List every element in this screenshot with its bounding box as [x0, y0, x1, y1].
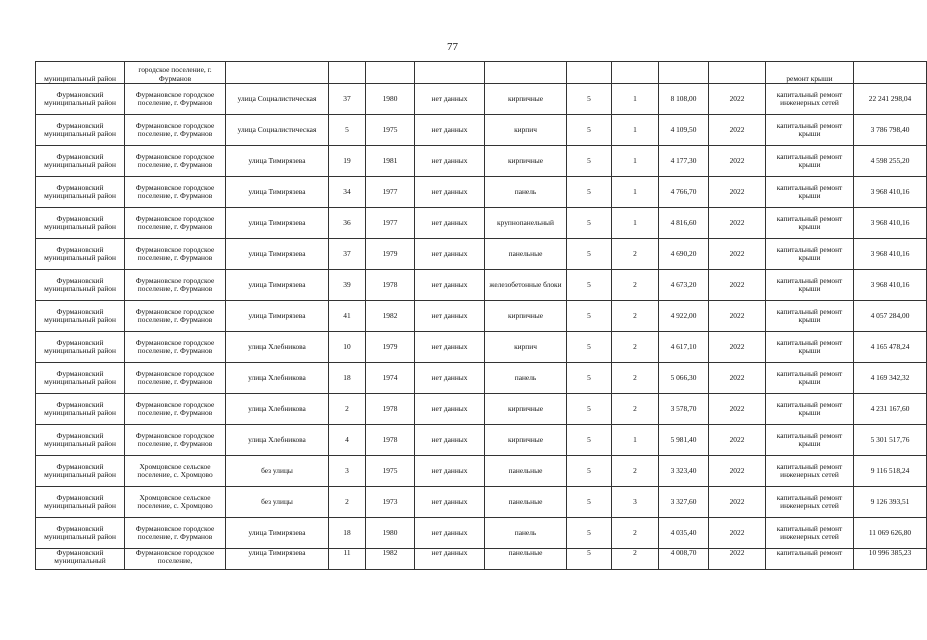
cell-district: Фурмановский муниципальный район	[36, 239, 125, 270]
cell-updated: нет данных	[415, 146, 485, 177]
cell-district: Фурмановский муниципальный район	[36, 146, 125, 177]
cell-floors: 5	[567, 270, 612, 301]
cell-settlement: Фурмановское городское поселение, г. Фурманов	[125, 270, 226, 301]
cell-area: 4 673,20	[659, 270, 709, 301]
cell-floors: 5	[567, 394, 612, 425]
cell-year: 1978	[366, 394, 415, 425]
table-row	[36, 177, 927, 208]
cell-wall: панель	[485, 363, 567, 394]
cell-cost: 3 968 410,16	[854, 208, 927, 239]
cell-area: 4 008,70	[659, 549, 709, 570]
table-row	[36, 239, 927, 270]
cell-cost: 4 598 255,20	[854, 146, 927, 177]
cell-area: 4 109,50	[659, 115, 709, 146]
cell-updated: нет данных	[415, 394, 485, 425]
cell-wall: кирпичные	[485, 84, 567, 115]
cell-year: 1981	[366, 146, 415, 177]
cell-area: 5 066,30	[659, 363, 709, 394]
cell-entrances: 1	[612, 84, 659, 115]
cell-area	[659, 62, 709, 84]
cell-floors: 5	[567, 487, 612, 518]
cell-updated: нет данных	[415, 208, 485, 239]
cell-area: 3 578,70	[659, 394, 709, 425]
cell-work: капитальный ремонт инженерных сетей	[766, 518, 854, 549]
cell-settlement: Фурмановское городское поселение,	[125, 549, 226, 570]
cell-year: 1973	[366, 487, 415, 518]
table-row	[36, 425, 927, 456]
cell-floors: 5	[567, 208, 612, 239]
cell-house: 10	[329, 332, 366, 363]
cell-work: капитальный ремонт крыши	[766, 332, 854, 363]
cell-house: 2	[329, 394, 366, 425]
cell-year	[366, 62, 415, 84]
table-row	[36, 487, 927, 518]
cell-cost: 3 968 410,16	[854, 177, 927, 208]
cell-entrances: 1	[612, 425, 659, 456]
cell-updated: нет данных	[415, 270, 485, 301]
cell-area: 3 327,60	[659, 487, 709, 518]
cell-work: капитальный ремонт крыши	[766, 394, 854, 425]
cell-house: 34	[329, 177, 366, 208]
cell-entrances: 1	[612, 115, 659, 146]
cell-area: 5 981,40	[659, 425, 709, 456]
cell-settlement: Фурмановское городское поселение, г. Фурманов	[125, 332, 226, 363]
table-row	[36, 146, 927, 177]
cell-plan-year: 2022	[709, 332, 766, 363]
cell-updated: нет данных	[415, 363, 485, 394]
cell-area: 4 766,70	[659, 177, 709, 208]
cell-entrances: 2	[612, 363, 659, 394]
cell-wall: панель	[485, 518, 567, 549]
cell-cost: 9 126 393,51	[854, 487, 927, 518]
cell-work: капитальный ремонт инженерных сетей	[766, 487, 854, 518]
cell-district: Фурмановский муниципальный район	[36, 332, 125, 363]
cell-plan-year: 2022	[709, 208, 766, 239]
cell-plan-year: 2022	[709, 84, 766, 115]
cell-year: 1979	[366, 332, 415, 363]
cell-district: Фурмановский муниципальный район	[36, 456, 125, 487]
cell-entrances: 2	[612, 518, 659, 549]
cell-settlement: Фурмановское городское поселение, г. Фурманов	[125, 115, 226, 146]
cell-street: улица Социалистическая	[226, 84, 329, 115]
cell-settlement: Фурмановское городское поселение, г. Фурманов	[125, 518, 226, 549]
cell-area: 3 323,40	[659, 456, 709, 487]
cell-street: улица Тимирязева	[226, 549, 329, 570]
cell-year: 1974	[366, 363, 415, 394]
cell-entrances: 2	[612, 332, 659, 363]
cell-year: 1975	[366, 456, 415, 487]
cell-cost: 4 057 284,00	[854, 301, 927, 332]
cell-plan-year: 2022	[709, 115, 766, 146]
cell-cost: 9 116 518,24	[854, 456, 927, 487]
cell-house: 41	[329, 301, 366, 332]
cell-updated: нет данных	[415, 549, 485, 570]
cell-wall: кирпичные	[485, 301, 567, 332]
cell-entrances: 1	[612, 146, 659, 177]
cell-district: Фурмановский муниципальный район	[36, 425, 125, 456]
table-row	[36, 332, 927, 363]
cell-work: капитальный ремонт инженерных сетей	[766, 456, 854, 487]
cell-wall: кирпич	[485, 115, 567, 146]
cell-cost: 4 231 167,60	[854, 394, 927, 425]
cell-settlement: Хромцовское сельское поселение, с. Хромцово	[125, 456, 226, 487]
cell-updated: нет данных	[415, 425, 485, 456]
cell-plan-year: 2022	[709, 363, 766, 394]
cell-street: улица Хлебникова	[226, 332, 329, 363]
cell-district: муниципальный район	[36, 62, 125, 84]
cell-cost: 3 786 798,40	[854, 115, 927, 146]
cell-entrances: 2	[612, 270, 659, 301]
cell-work: ремонт крыши	[766, 62, 854, 84]
cell-street: улица Тимирязева	[226, 146, 329, 177]
cell-year: 1979	[366, 239, 415, 270]
cell-house: 11	[329, 549, 366, 570]
cell-work: капитальный ремонт	[766, 549, 854, 570]
cell-street: улица Тимирязева	[226, 270, 329, 301]
cell-district: Фурмановский муниципальный район	[36, 394, 125, 425]
cell-settlement: Фурмановское городское поселение, г. Фурманов	[125, 208, 226, 239]
cell-street: улица Хлебникова	[226, 425, 329, 456]
cell-year: 1982	[366, 301, 415, 332]
cell-updated: нет данных	[415, 456, 485, 487]
cell-house: 36	[329, 208, 366, 239]
cell-wall: железобетонные блоки	[485, 270, 567, 301]
cell-wall: кирпичные	[485, 146, 567, 177]
cell-updated: нет данных	[415, 115, 485, 146]
cell-wall: панельные	[485, 549, 567, 570]
cell-year: 1977	[366, 208, 415, 239]
cell-work: капитальный ремонт крыши	[766, 146, 854, 177]
cell-house	[329, 62, 366, 84]
page-number: 77	[447, 41, 458, 53]
cell-street: без улицы	[226, 456, 329, 487]
cell-updated: нет данных	[415, 518, 485, 549]
cell-updated: нет данных	[415, 177, 485, 208]
cell-house: 5	[329, 115, 366, 146]
cell-floors: 5	[567, 301, 612, 332]
cell-plan-year	[709, 62, 766, 84]
cell-house: 2	[329, 487, 366, 518]
cell-entrances: 2	[612, 456, 659, 487]
cell-floors: 5	[567, 549, 612, 570]
cell-plan-year: 2022	[709, 239, 766, 270]
cell-house: 37	[329, 84, 366, 115]
cell-year: 1980	[366, 518, 415, 549]
cell-settlement: Фурмановское городское поселение, г. Фурманов	[125, 301, 226, 332]
cell-plan-year: 2022	[709, 301, 766, 332]
cell-plan-year: 2022	[709, 146, 766, 177]
cell-street: без улицы	[226, 487, 329, 518]
cell-plan-year: 2022	[709, 270, 766, 301]
cell-floors: 5	[567, 456, 612, 487]
table-row-continued	[36, 62, 927, 84]
cell-settlement: Фурмановское городское поселение, г. Фурманов	[125, 146, 226, 177]
cell-street	[226, 62, 329, 84]
table-row	[36, 270, 927, 301]
cell-street: улица Тимирязева	[226, 177, 329, 208]
cell-cost: 3 968 410,16	[854, 239, 927, 270]
cell-updated	[415, 62, 485, 84]
cell-cost: 5 301 517,76	[854, 425, 927, 456]
cell-district: Фурмановский муниципальный район	[36, 270, 125, 301]
cell-work: капитальный ремонт крыши	[766, 208, 854, 239]
cell-wall	[485, 62, 567, 84]
cell-entrances: 2	[612, 549, 659, 570]
cell-entrances: 2	[612, 394, 659, 425]
cell-street: улица Тимирязева	[226, 518, 329, 549]
table-row	[36, 115, 927, 146]
cell-plan-year: 2022	[709, 487, 766, 518]
cell-floors	[567, 62, 612, 84]
table-row	[36, 84, 927, 115]
cell-district: Фурмановский муниципальный	[36, 549, 125, 570]
cell-plan-year: 2022	[709, 549, 766, 570]
cell-wall: панельные	[485, 239, 567, 270]
cell-district: Фурмановский муниципальный район	[36, 301, 125, 332]
cell-floors: 5	[567, 363, 612, 394]
cell-entrances: 1	[612, 208, 659, 239]
cell-work: капитальный ремонт крыши	[766, 239, 854, 270]
cell-plan-year: 2022	[709, 177, 766, 208]
cell-settlement: Фурмановское городское поселение, г. Фурманов	[125, 394, 226, 425]
cell-floors: 5	[567, 146, 612, 177]
cell-district: Фурмановский муниципальный район	[36, 115, 125, 146]
cell-work: капитальный ремонт крыши	[766, 115, 854, 146]
cell-work: капитальный ремонт крыши	[766, 270, 854, 301]
cell-street: улица Тимирязева	[226, 301, 329, 332]
cell-plan-year: 2022	[709, 394, 766, 425]
cell-cost: 3 968 410,16	[854, 270, 927, 301]
cell-cost: 10 996 385,23	[854, 549, 927, 570]
cell-district: Фурмановский муниципальный район	[36, 518, 125, 549]
cell-area: 8 108,00	[659, 84, 709, 115]
cell-settlement: Фурмановское городское поселение, г. Фурманов	[125, 177, 226, 208]
cell-cost: 4 169 342,32	[854, 363, 927, 394]
table-row	[36, 301, 927, 332]
cell-wall: кирпич	[485, 332, 567, 363]
cell-floors: 5	[567, 518, 612, 549]
cell-entrances: 3	[612, 487, 659, 518]
cell-area: 4 922,00	[659, 301, 709, 332]
cell-wall: панельные	[485, 456, 567, 487]
cell-year: 1977	[366, 177, 415, 208]
table-row	[36, 208, 927, 239]
cell-settlement: городское поселение, г. Фурманов	[125, 62, 226, 84]
cell-settlement: Фурмановское городское поселение, г. Фурманов	[125, 425, 226, 456]
cell-district: Фурмановский муниципальный район	[36, 84, 125, 115]
cell-cost: 22 241 298,04	[854, 84, 927, 115]
cell-area: 4 035,40	[659, 518, 709, 549]
cell-settlement: Хромцовское сельское поселение, с. Хромцово	[125, 487, 226, 518]
table-row	[36, 518, 927, 549]
cell-entrances: 2	[612, 239, 659, 270]
table-row	[36, 394, 927, 425]
table-row	[36, 363, 927, 394]
cell-year: 1978	[366, 425, 415, 456]
cell-floors: 5	[567, 239, 612, 270]
table-row-truncated	[36, 549, 927, 570]
cell-district: Фурмановский муниципальный район	[36, 363, 125, 394]
cell-floors: 5	[567, 84, 612, 115]
cell-street: улица Тимирязева	[226, 208, 329, 239]
cell-house: 18	[329, 518, 366, 549]
cell-street: улица Тимирязева	[226, 239, 329, 270]
cell-wall: кирпичные	[485, 394, 567, 425]
cell-year: 1975	[366, 115, 415, 146]
cell-entrances	[612, 62, 659, 84]
cell-district: Фурмановский муниципальный район	[36, 487, 125, 518]
cell-plan-year: 2022	[709, 456, 766, 487]
cell-house: 19	[329, 146, 366, 177]
cell-cost: 11 069 626,80	[854, 518, 927, 549]
cell-settlement: Фурмановское городское поселение, г. Фурманов	[125, 84, 226, 115]
cell-updated: нет данных	[415, 301, 485, 332]
cell-entrances: 1	[612, 177, 659, 208]
cell-updated: нет данных	[415, 239, 485, 270]
cell-year: 1980	[366, 84, 415, 115]
cell-cost	[854, 62, 927, 84]
cell-work: капитальный ремонт крыши	[766, 425, 854, 456]
cell-wall: крупнопанельный	[485, 208, 567, 239]
cell-work: капитальный ремонт инженерных сетей	[766, 84, 854, 115]
cell-area: 4 816,60	[659, 208, 709, 239]
cell-plan-year: 2022	[709, 425, 766, 456]
cell-house: 3	[329, 456, 366, 487]
cell-house: 39	[329, 270, 366, 301]
cell-entrances: 2	[612, 301, 659, 332]
cell-updated: нет данных	[415, 487, 485, 518]
cell-work: капитальный ремонт крыши	[766, 177, 854, 208]
cell-street: улица Социалистическая	[226, 115, 329, 146]
cell-wall: панель	[485, 177, 567, 208]
cell-district: Фурмановский муниципальный район	[36, 177, 125, 208]
cell-district: Фурмановский муниципальный район	[36, 208, 125, 239]
cell-updated: нет данных	[415, 332, 485, 363]
cell-house: 37	[329, 239, 366, 270]
cell-street: улица Хлебникова	[226, 363, 329, 394]
table-row	[36, 456, 927, 487]
cell-area: 4 177,30	[659, 146, 709, 177]
cell-floors: 5	[567, 115, 612, 146]
cell-year: 1982	[366, 549, 415, 570]
cell-settlement: Фурмановское городское поселение, г. Фурманов	[125, 363, 226, 394]
cell-wall: кирпичные	[485, 425, 567, 456]
cell-area: 4 690,20	[659, 239, 709, 270]
cell-plan-year: 2022	[709, 518, 766, 549]
cell-floors: 5	[567, 177, 612, 208]
cell-cost: 4 165 478,24	[854, 332, 927, 363]
table-body	[36, 62, 927, 570]
cell-settlement: Фурмановское городское поселение, г. Фурманов	[125, 239, 226, 270]
cell-year: 1978	[366, 270, 415, 301]
cell-work: капитальный ремонт крыши	[766, 363, 854, 394]
cell-area: 4 617,10	[659, 332, 709, 363]
cell-floors: 5	[567, 332, 612, 363]
cell-house: 4	[329, 425, 366, 456]
cell-street: улица Хлебникова	[226, 394, 329, 425]
cell-floors: 5	[567, 425, 612, 456]
cell-house: 18	[329, 363, 366, 394]
cell-wall: панельные	[485, 487, 567, 518]
housing-repair-table	[35, 61, 927, 570]
cell-updated: нет данных	[415, 84, 485, 115]
cell-work: капитальный ремонт крыши	[766, 301, 854, 332]
